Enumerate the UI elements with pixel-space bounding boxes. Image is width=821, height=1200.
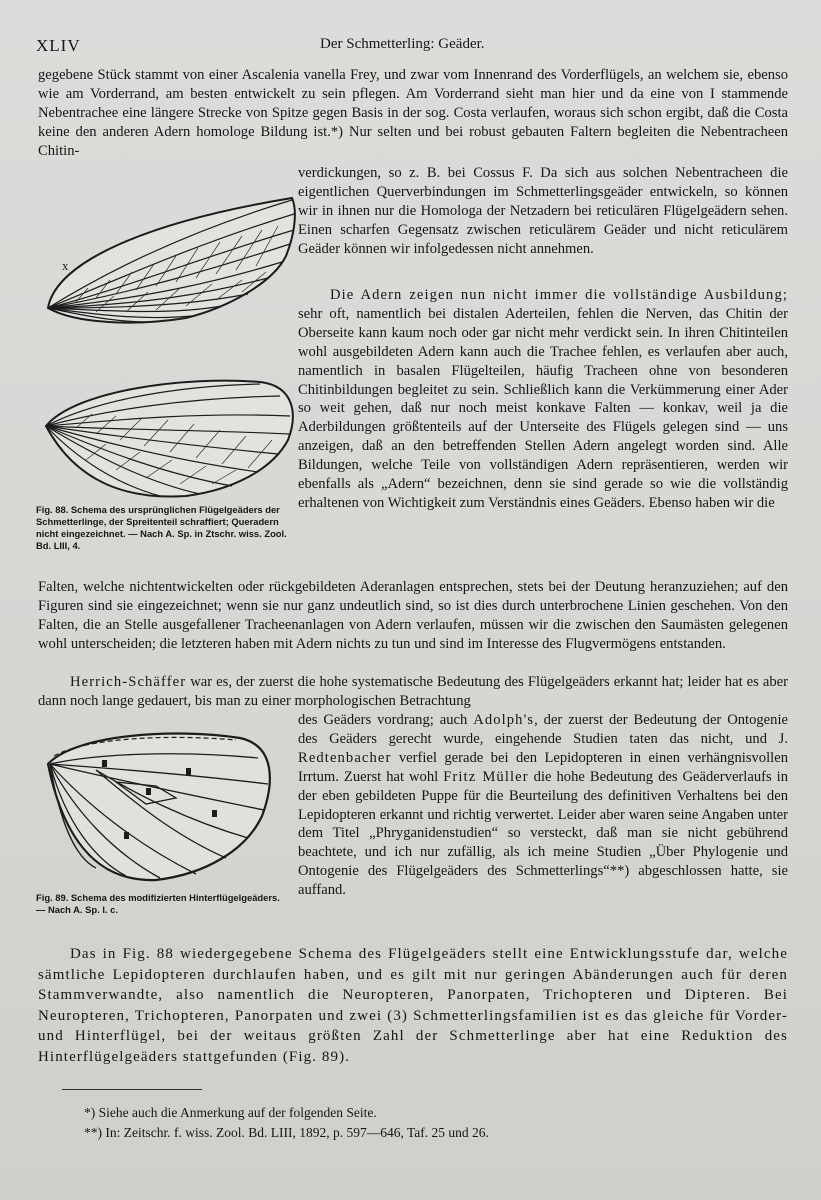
page-header <box>36 36 791 60</box>
footnote-2: **) In: Zeitschr. f. wiss. Zool. Bd. LIII, 1892, p. 597—646, Taf. 25 und 26. <box>84 1125 489 1140</box>
fig88-caption: Fig. 88. Schema des ursprünglichen Flügelgeäders der Schmetterlinge, der Spreitenteil schraffiert; Queradern nicht eingezeichnet. — Nach A. Sp. in Ztschr. wiss. Zool. Bd. LIII, 4. <box>36 504 287 551</box>
page-number: XLIV <box>36 36 81 55</box>
herrich-schaeffer-name: Herrich-Schäffer <box>70 674 187 690</box>
paragraph-5: Herrich-Schäffer war es, der zuerst die hohe systematische Bedeutung des Flügelgeäders erkannt hat; leider hat es aber dann noch lange gedauert, bis man zu einer morphologischen Betrachtung <box>38 674 788 709</box>
fig88-hindwing-drawing <box>36 374 298 500</box>
footnote-rule <box>62 1089 202 1090</box>
paragraph-3 <box>298 286 788 513</box>
footnote-1: *) Siehe auch die Anmerkung auf der folgenden Seite. <box>84 1105 377 1120</box>
fig88-label-x: x <box>62 258 69 273</box>
redtenbacher-name: Redtenbacher <box>298 749 392 766</box>
paragraph-4: Falten, welche nichtentwickelten oder rückgebildeten Aderanlagen entsprechen, stets bei der Deutung heranzuziehen; auf den Figuren sind sie eingezeichnet; wenn sie nur ganz undeutlich sind, so ist dies durch unterbrochene Linien geschehen. Von den Falten, die an Stelle ausgefallener Tracheenanlagen von Adern verlaufen, müssen wir die zwischen den Saumästen gelegenen wohl unterscheiden; die letzteren haben mit Adern nichts zu tun und sind im Interesse des Flugvermögens entstanden. <box>38 579 788 652</box>
fritz-mueller-name: Fritz Müller <box>443 768 529 785</box>
paragraph-1: gegebene Stück stammt von einer Ascalenia vanella Frey, und zwar vom Innenrand des Vorderflügels, an welchem sie, ebenso wie am Vorderrand, am besten entwickelt zu sein pflegen. Am Vorderrand sieht man hier und da eine von I stammende Nebentrachee eine längere Strecke von Spitze gegen Basis in der sog. Costa verlaufen, woraus sich schon ergibt, daß die Costa keine den anderen Adern homologe Bildung ist.*) Nur selten und bei robust gebauten Faltern begleiten die Nebentracheen Chitin- <box>38 67 788 159</box>
adolph-name: Adolph's <box>473 712 535 728</box>
paragraph-7: Das in Fig. 88 wiedergegebene Schema des Flügelgeäders stellt eine Entwicklungsstufe dar, welche sämtliche Lepidopteren durchlaufen haben, und es gilt mit nur geringen Abänderungen auch für deren Stammverwandte, also namentlich die Neuropteren, Panorpaten, Trichopteren und Dipteren. Bei Neuropteren, Trichopteren, Panorpaten und zwei (3) Schmetterlingsfamilien ist es das gleiche für Vorder- und Hinterflügel, bei der weitaus größten Zahl der Schmetterlinge aber hat eine Reduktion des Hinterflügelgeäders stattgefunden (Fig. 89). <box>38 946 788 1065</box>
fig88-forewing-drawing <box>36 192 298 332</box>
paragraph-2: verdickungen, so z. B. bei Cossus F. Da sich aus solchen Nebentracheen die eigentlichen Querverbindungen im Schmetterlingsgeäder entwickeln, so können wir in ihnen nur die Homologa der Netzadern bei reticulären Flügelgeädern sehen. Einen scharfen Gegensatz zwischen reticulärem Geäder und nicht reticulärem Geäder können wir infolgedessen nicht annehmen. <box>298 165 788 257</box>
paragraph-6: des Geäders vordrang; auch Adolph's, der zuerst der Bedeutung der Ontogenie des Geäders gerecht wurde, eingehende Studien taten das nicht, und J. Redtenbacher verfiel gerade bei den Lepidopteren in einen verhängnisvollen Irrtum. Zuerst hat wohl Fritz Müller die hohe Bedeutung des Geäderverlaufs in der eben gebildeten Puppe für die Beurteilung des definitiven Verhaltens bei den Lepidopteren erkannt und richtig verwertet. Leider aber waren seine Angaben unter dem Titel „Phryganidenstudien“ so versteckt, daß man sie nicht gebührend beachtete, und ich nur zufällig, als ich meine Studien „Über Phylogenie und Ontogenie des Flügelgeäders des Schmetterlings“**) abgeschlossen hatte, sie auffand. <box>298 712 788 899</box>
adern-lead-text: Die Adern zeigen nun nicht immer die vollständige Ausbildung; <box>330 287 788 303</box>
fig89-caption: Fig. 89. Schema des modifizierten Hinterflügelgeäders. — Nach A. Sp. l. c. <box>36 892 280 915</box>
running-title: Der Schmetterling: Geäder. <box>320 36 485 52</box>
fig89-hindwing-drawing <box>36 724 276 884</box>
adern-body-text: sehr oft, namentlich bei distalen Aderteilen, fehlen die Nerven, das Chitin der Oberseite kann kaum noch oder gar nicht mehr verdickt sein. In ihren Chitinteilen wohl ausgebildeten Adern kann auch die Trachee fehlen, es verlaufen aber auch, namentlich in basalen Flügelteilen, häufig Tracheen ohne von besonderen Chitinbildungen begleitet zu sein. Schließlich kann die Verkümmerung einer Ader so weit gehen, daß nur noch meist konkave Falten — konkav, weil ja die Aderbildungen größtenteils auf der Unterseite des Flügels gelegen sind — uns anzeigen, daß an den betreffenden Stellen Adern angelegt worden sind. Alle Bildungen, welche Teile von vollständigen Adern repräsentieren, werden wir ebenfalls als „Adern“ bezeichnen, denn sie sind gerade so wie die vollständig erhaltenen von Wichtigkeit zum Verständnis eines Geäders. Ebenso haben wir die <box>298 305 788 511</box>
